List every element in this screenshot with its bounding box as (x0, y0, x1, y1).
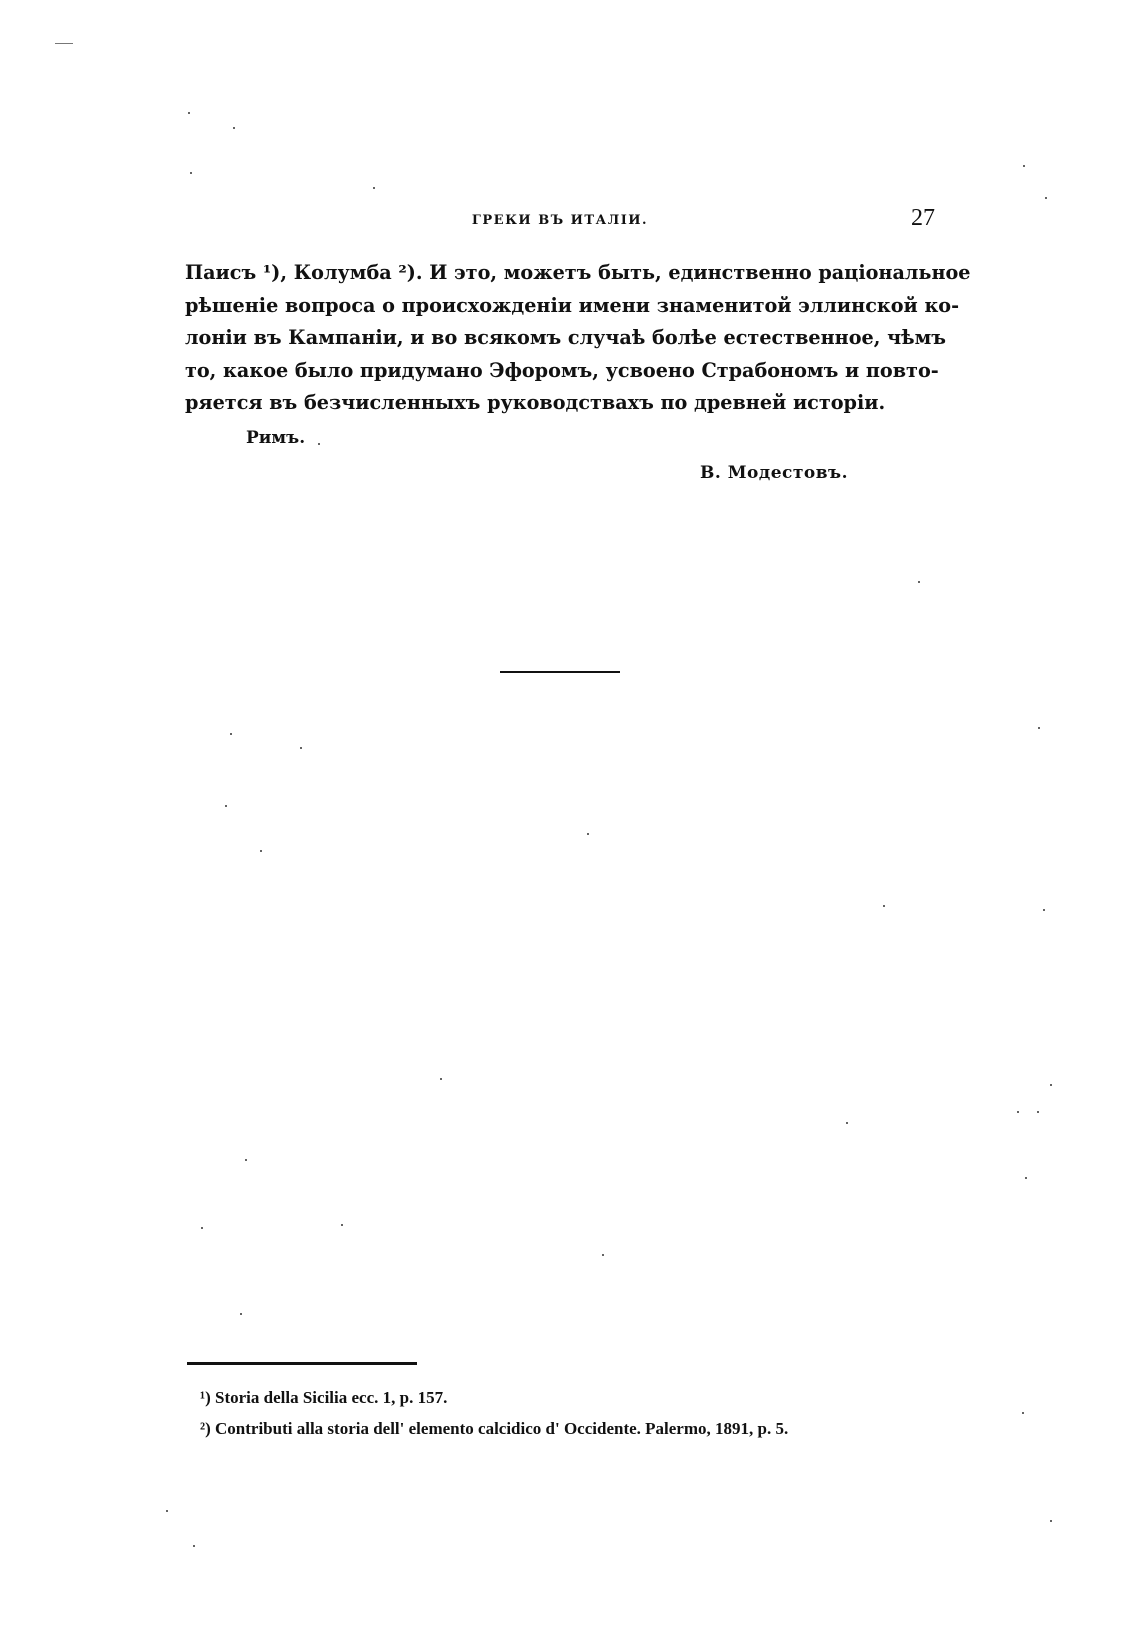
body-line: Паисъ ¹), Колумба ²). И это, можетъ быть, единственно раціональное (185, 261, 971, 284)
scan-speck (1025, 1177, 1027, 1179)
footnote-marker: ²) (200, 1419, 211, 1438)
scan-speck (846, 1122, 848, 1124)
scan-speck (602, 1254, 604, 1256)
scan-speck (1017, 1111, 1019, 1113)
scan-speck (1045, 197, 1047, 199)
scan-speck (1043, 909, 1045, 911)
scan-speck (233, 127, 235, 129)
scan-speck (300, 747, 302, 749)
scan-speck (240, 1313, 242, 1315)
scan-speck (341, 1224, 343, 1226)
body-line: ряется въ безчисленныхъ руководствахъ по древней исторіи. (185, 391, 886, 414)
running-title: ГРЕКИ ВЪ ИТАЛІИ. (471, 213, 649, 228)
running-head (185, 205, 935, 235)
scan-speck (166, 1510, 168, 1512)
footnote-marker: ¹) (200, 1388, 211, 1407)
scan-speck (1037, 1111, 1039, 1113)
body-line: то, какое было придумано Эфоромъ, усвоено Страбономъ и повто- (185, 358, 939, 382)
body-line: лоніи въ Кампаніи, и во всякомъ случаѣ болѣе естественное, чѣмъ (185, 326, 947, 349)
scan-speck (1038, 727, 1040, 729)
scan-speck (201, 1227, 203, 1229)
scan-speck (245, 1159, 247, 1161)
scan-speck (918, 581, 920, 583)
body-line: рѣшеніе вопроса о происхожденіи имени знаменитой эллинской ко- (185, 293, 960, 317)
signature-place: Римъ. (246, 428, 306, 448)
signature-author: В. Модестовъ. (700, 463, 849, 483)
end-of-article-rule (500, 671, 620, 673)
scan-speck (260, 850, 262, 852)
footnote-1 (200, 1382, 940, 1413)
scan-speck (190, 172, 192, 174)
scan-speck (883, 905, 885, 907)
footnote-separator (187, 1362, 417, 1365)
scan-speck (1022, 1412, 1024, 1414)
body-paragraph (185, 257, 971, 420)
scan-speck (1023, 165, 1025, 167)
scan-speck (587, 833, 589, 835)
scan-speck (225, 805, 227, 807)
scan-speck (373, 187, 375, 189)
footnotes (200, 1382, 940, 1444)
scan-speck (1050, 1084, 1052, 1086)
scan-speck (230, 733, 232, 735)
scan-speck (318, 443, 320, 445)
footnote-text: Storia della Sicilia ecc. 1, p. 157. (215, 1388, 448, 1407)
scan-speck (440, 1078, 442, 1080)
scan-speck (1050, 1520, 1052, 1522)
scan-edge-mark (55, 43, 73, 44)
scan-speck (193, 1545, 195, 1547)
footnote-text: Contributi alla storia dell' elemento calcidico d' Occidente. Palermo, 1891, p. 5. (215, 1419, 789, 1438)
footnote-2 (200, 1413, 940, 1444)
scan-speck (188, 112, 190, 114)
page-number: 27 (911, 205, 935, 231)
